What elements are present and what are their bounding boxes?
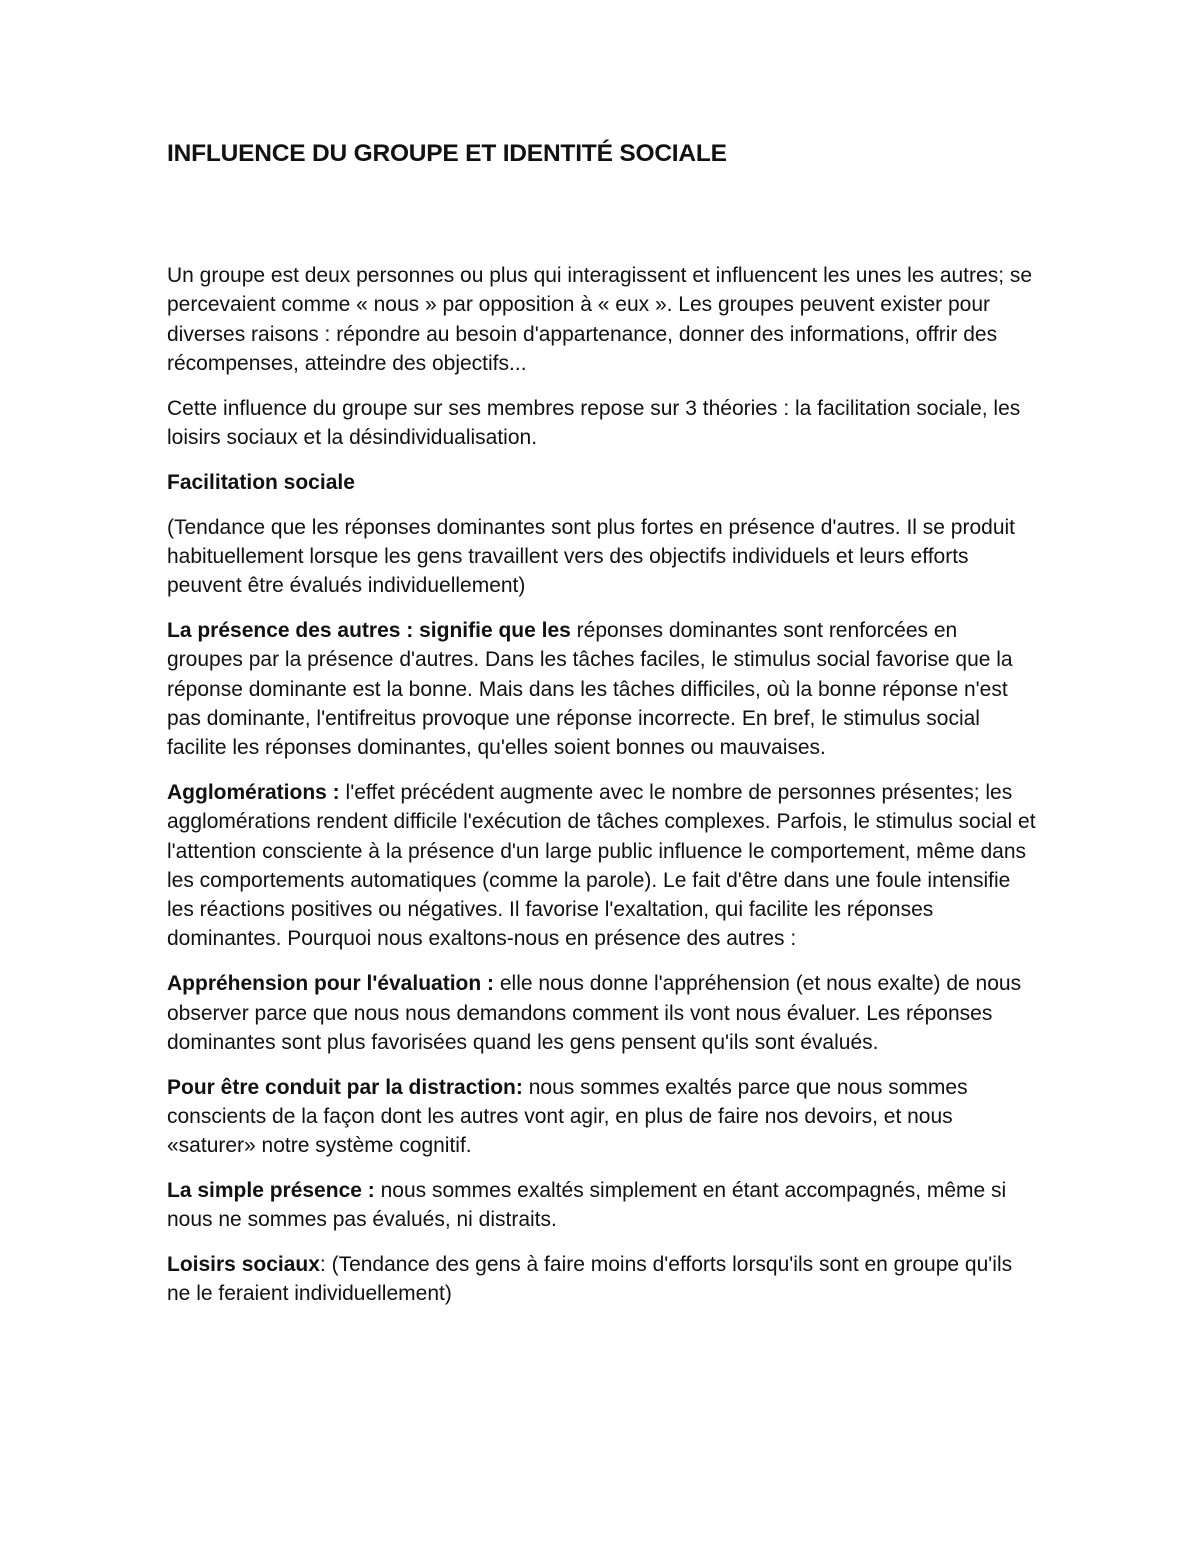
theories-paragraph: Cette influence du groupe sur ses membres repose sur 3 théories : la facilitation sociale, les loisirs sociaux et la désindividualisation. [167, 396, 1021, 449]
document-body [167, 261, 1037, 1324]
agglomerations-paragraph [167, 778, 1037, 954]
facilitation-definition: (Tendance que les réponses dominantes sont plus fortes en présence d'autres. Il se produit habituellement lorsque les gens travaillent vers des objectifs individuels et leurs efforts peuvent être évalués individuellement) [167, 515, 1016, 598]
evaluation-paragraph [167, 969, 1037, 1057]
presence-term: La présence des autres : signifie que les [167, 618, 571, 642]
agglomerations-term: Agglomérations : [167, 780, 340, 804]
presence-text: réponses dominantes sont renforcées en groupes par la présence d'autres. Dans les tâches faciles, le stimulus social favorise que la réponse dominante est la bonne. Mais dans les tâches difficiles, où la bonne réponse n'est pas dominante, l'entifreitus provoque une réponse incorrecte. En bref, le stimulus social facilite les réponses dominantes, qu'elles soient bonnes ou mauvaises. [167, 618, 1013, 760]
intro-paragraph: Un groupe est deux personnes ou plus qui interagissent et influencent les unes les autres; se percevaient comme « nous » par opposition à « eux ». Les groupes peuvent exister pour diverses raisons : répondre au besoin d'appartenance, donner des informations, offrir des récompenses, atteindre des objectifs... [167, 264, 1033, 375]
distraction-text: nous sommes exaltés parce que nous sommes conscients de la façon dont les autres vont agir, en plus de faire nos devoirs, et nous «saturer» notre système cognitif. [167, 1075, 968, 1158]
simple-presence-paragraph [167, 1176, 1037, 1235]
social-loafing-term: Loisirs sociaux [167, 1253, 320, 1277]
agglomerations-text: l'effet précédent augmente avec le nombre de personnes présentes; les agglomérations rendent difficile l'exécution de tâches complexes. Parfois, le stimulus social et l'attention consciente à la présence d'un large public influence le comportement, même dans les comportements automatiques (comme la parole). Le fait d'être dans une foule intensifie les réactions positives ou négatives. Il favorise l'exaltation, qui facilite les réponses dominantes. Pourquoi nous exaltons-nous en présence des autres : [167, 780, 1036, 951]
section-heading-facilitation: Facilitation sociale [167, 470, 355, 494]
social-loafing-paragraph [167, 1250, 1037, 1309]
evaluation-term: Appréhension pour l'évaluation : [167, 972, 495, 996]
distraction-term: Pour être conduit par la distraction: [167, 1075, 523, 1099]
distraction-paragraph [167, 1073, 1037, 1161]
evaluation-text: elle nous donne l'appréhension (et nous exalte) de nous observer parce que nous nous demandons comment ils vont nous évaluer. Les réponses dominantes sont plus favorisées quand les gens pensent qu'ils sont évalués. [167, 972, 1022, 1054]
simple-presence-term: La simple présence : [167, 1179, 375, 1203]
social-loafing-text: : (Tendance des gens à faire moins d'efforts lorsqu'ils sont en groupe qu'ils ne le feraient individuellement) [167, 1253, 1013, 1306]
document-title: INFLUENCE DU GROUPE ET IDENTITÉ SOCIALE [167, 140, 727, 167]
presence-paragraph [167, 616, 1037, 762]
simple-presence-text: nous sommes exaltés simplement en étant accompagnés, même si nous ne sommes pas évalués, ni distraits. [167, 1179, 1007, 1232]
